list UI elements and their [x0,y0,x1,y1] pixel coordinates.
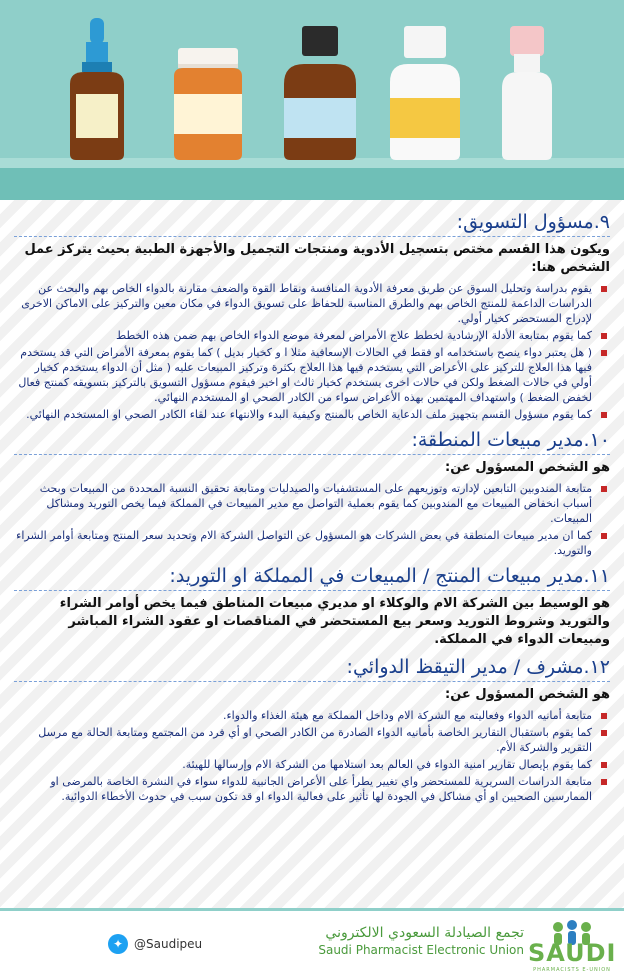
section-intro: هو الشخص المسؤول عن: [445,687,610,702]
list-item: كما يقوم بمتابعة الأدلة الإرشادية لخطط علاج الأمراض لمعرفة موضع الدواء الخاص بهم ضمن هذه الخطط [14,328,592,343]
pink-bottle-icon [498,26,556,160]
section-marketing [14,210,610,422]
list-item: يقوم بدراسة وتحليل السوق عن طريق معرفة الأدوية المنافسة ونقاط القوة والضعف مقارنة بالدواء الخاص بهم والبحث عن الدراسات الداعمة للمنتج الخاص بهم والطرق المناسبة للحفاظ على تسويق الدواء في مكان معين والتركيز على الاماكن الاخرى لإدراج المستحضر كخيار أولي. [14,281,592,326]
footer [0,908,624,978]
twitter-link[interactable] [108,934,202,954]
logo-text: SAUDI [528,939,617,967]
white-bottle-icon [384,26,466,160]
logo-subtext: PHARMACISTS E-UNION [533,967,611,973]
section-intro: هو الشخص المسؤول عن: [445,460,610,475]
section-intro: ويكون هذا القسم مختص بتسجيل الأدوية ومنتجات التجميل والأجهزة الطبية بحيث يتركز عمل الشخص هنا: [24,242,610,275]
section-heading: ٩.مسؤول التسويق: [14,210,610,237]
section-heading: ١٠.مدير مبيعات المنطقة: [14,428,610,455]
shelf [0,168,624,200]
section-heading: ١٢.مشرف / مدير التيقظ الدوائي: [14,655,610,682]
brand-name [318,925,524,957]
list-item: متابعة المندوبين التابعين لإدارته وتوزيعهم على المستشفيات والصيدليات ومتابعة تحقيق النسبة المحددة من المبيعات وبحث أسباب انخفاض المبيعات مع المندوبين كما يقوم بعملية التواصل مع مدير المبيعات في المملكة فيما يخص التوريد ومشاكل المبيعات. [14,481,592,526]
section-points [14,281,610,422]
list-item: متابعة الدراسات السريرية للمستحضر واي تغيير يطرأ على الأعراض الجانبية للدواء سواء في النشرة الخاصة بالمرضى او الممارسين الصحيين او أي مشاكل في الجودة لها تأثير على فعالية الدواء او قد تكون سبب في حدوث الأخطاء الدوائية. [14,774,592,804]
section-area-sales-manager [14,428,610,558]
twitter-handle: @Saudipeu [134,937,203,951]
section-points [14,481,610,558]
twitter-icon: ✦ [108,934,128,954]
list-item: كما يقوم بإيصال تقارير امنية الدواء في العالم بعد استلامها من الشركة الام وإرسالها للهيئة. [14,757,592,772]
brand-name-english: Saudi Pharmacist Electronic Union [318,943,524,957]
brown-bottle-icon [278,26,362,160]
section-product-sales-manager [14,564,610,649]
dropper-bottle-icon [64,18,130,160]
jar-bottle-icon [170,48,246,160]
saudi-pharmacist-logo [528,919,616,973]
hero-banner [0,0,624,200]
section-intro: هو الوسيط بين الشركة الام والوكلاء او مديري مبيعات المناطق فيما يخص أوامر الشراء والتوريد وشروط التوريد وسعر بيع المستحضر في المناقصات او عقود الشراء المباشر ومبيعات الدواء في المملكة. [59,596,610,647]
section-pharmacovigilance [14,655,610,804]
list-item: متابعة أمانيه الدواء وفعاليته مع الشركة الام وداخل المملكة مع هيئة الغذاء والدواء. [14,708,592,723]
list-item: كما ان مدير مبيعات المنطقة في بعض الشركات هو المسؤول عن التواصل الشركة الام وتحديد سعر المنتج ومتابعة أوامر الشراء والتوريد. [14,528,592,558]
section-heading: ١١.مدير مبيعات المنتج / المبيعات في المملكة او التوريد: [14,564,610,591]
list-item: كما يقوم باستقبال التقارير الخاصة بأمانيه الدواء الصادرة من الكادر الصحي او أي فرد من المجتمع ومتابعة الحالة مع مرسل التقرير والشركة الأم. [14,725,592,755]
list-item: كما يقوم مسؤول القسم بتجهيز ملف الدعاية الخاص بالمنتج وكيفية البدء والانتهاء عند لقاء الكادر الصحي او المستخدم النهائي. [14,407,592,422]
list-item-highlight: ( هل يعتبر دواء ينصح باستخدامه او فقط في الحالات الإسعافية مثلا ا و كخيار بديل ) كما يقوم بمعرفة الأمراض التي قد يستخدم فيها هذا العلاج للتركيز على الأعراض التي يستخدم فيها هذا العلاج بكثرة وتركيز المبيعات عليه ( مثل أن الدواء يستخدم كخيار أولي في حالات الضغط ولكن في حالات اخرى يستخدم كخيار ثالث او اخير فيقوم مسؤول التسويق بالتركيز بتسويقه كمنتج فعال لخفض الضغط ) واستهداف المهتمين بهذه الأعراض سواء من الكادر الصحي او المستخدم النهائي. [14,345,592,405]
section-points [14,708,610,804]
brand-name-arabic: تجمع الصيادلة السعودي الالكتروني [325,925,524,941]
article-content [14,210,610,910]
